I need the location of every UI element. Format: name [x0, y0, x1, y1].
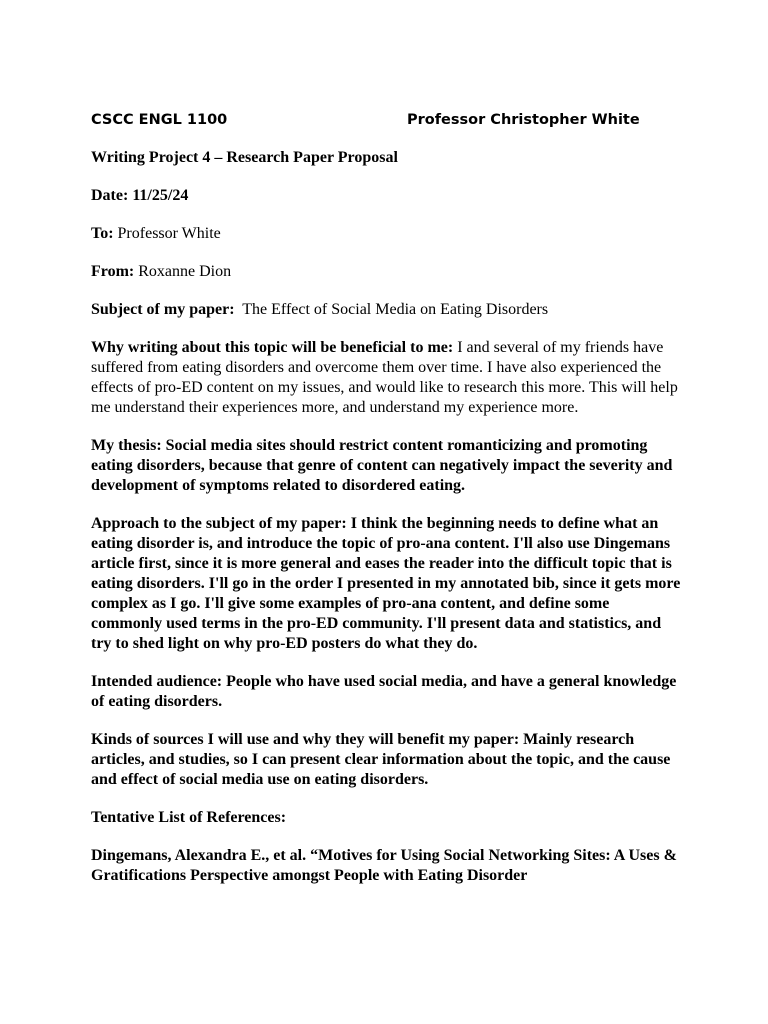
reference-entry: Dingemans, Alexandra E., et al. “Motives for Using Social Networking Sites: A Uses & Gratifications Perspective amongst People with Eating Disorder [91, 847, 677, 884]
document-page [91, 110, 681, 904]
date-line: Date: 11/25/24 [91, 187, 189, 204]
from-label: From: [91, 263, 135, 280]
sources-paragraph: Kinds of sources I will use and why they will benefit my paper: Mainly research articles, and studies, so I can present clear information about the topic, and the cause and effect of social media use on eating disorders. [91, 731, 671, 788]
subject-label: Subject of my paper: [91, 301, 235, 318]
course-code: CSCC ENGL 1100 [91, 112, 228, 128]
from-value: Roxanne Dion [134, 263, 232, 280]
professor-name: Professor Christopher White [407, 112, 640, 128]
to-line [91, 224, 681, 244]
subject-value: The Effect of Social Media on Eating Disorders [234, 301, 549, 318]
subject-line [91, 300, 681, 320]
approach-paragraph: Approach to the subject of my paper: I think the beginning needs to define what an eating disorder is, and introduce the topic of pro-ana content. I'll also use Dingemans article first, since it is more general and eases the reader into the difficult topic that is eating disorders. I'll go in the order I presented in my annotated bib, since it gets more complex as I go. I'll give some examples of pro-ana content, and define some commonly used terms in the pro-ED community. I'll present data and statistics, and try to shed light on why pro-ED posters do what they do. [91, 515, 681, 652]
to-value: Professor White [113, 225, 221, 242]
references-heading: Tentative List of References: [91, 809, 287, 826]
why-paragraph [91, 338, 681, 418]
audience-paragraph: Intended audience: People who have used social media, and have a general knowledge of eating disorders. [91, 673, 677, 710]
document-header [91, 110, 681, 130]
why-value: I and several of my friends have suffered from eating disorders and overcome them over time. I have also experienced the effects of pro-ED content on my issues, and would like to research this more. This will help me understand their experiences more, and understand my experience more. [91, 339, 678, 416]
from-line [91, 262, 681, 282]
why-label: Why writing about this topic will be beneficial to me: [91, 339, 454, 356]
document-title: Writing Project 4 – Research Paper Proposal [91, 149, 398, 166]
to-label: To: [91, 225, 114, 242]
thesis-paragraph: My thesis: Social media sites should restrict content romanticizing and promoting eating disorders, because that genre of content can negatively impact the severity and development of symptoms related to disordered eating. [91, 437, 673, 494]
